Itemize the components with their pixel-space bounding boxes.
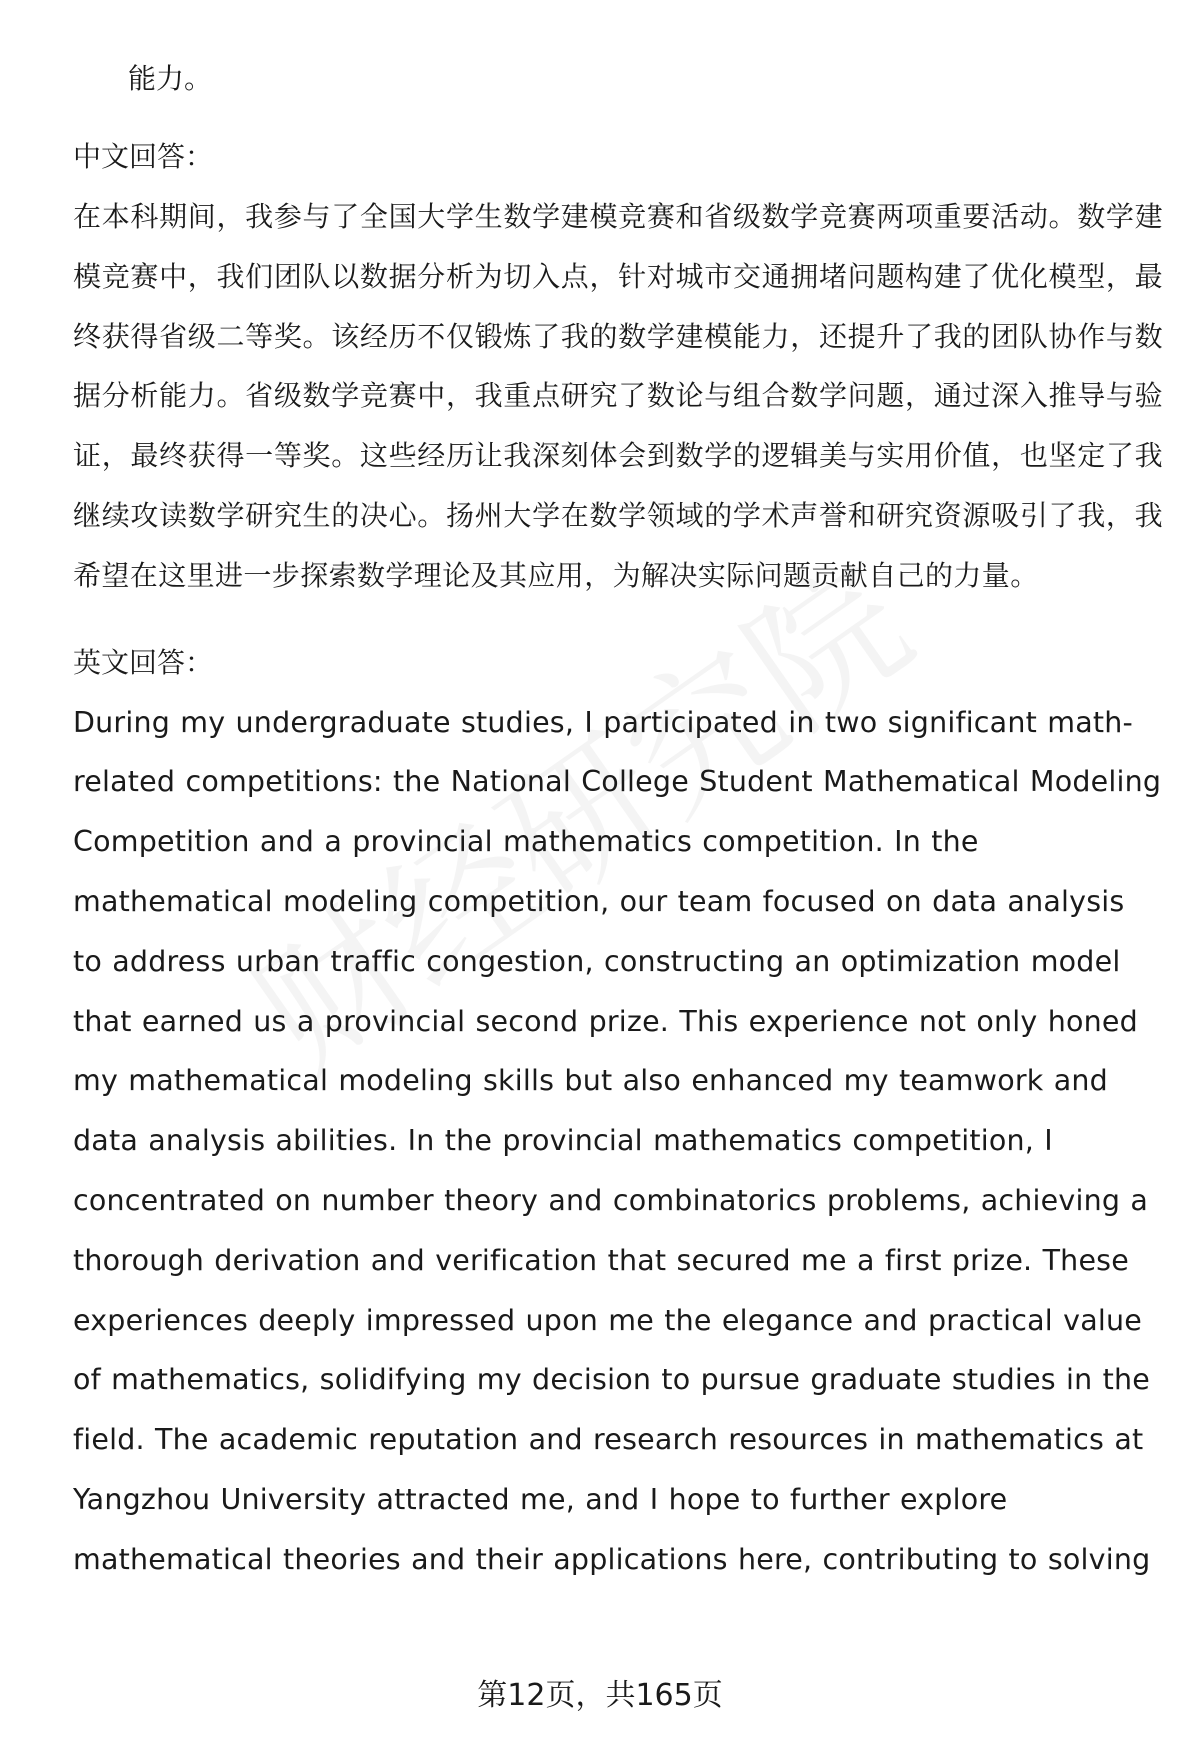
chinese-answer-label: 中文回答：	[73, 140, 214, 173]
page-number: 第12页，共165页	[477, 1678, 723, 1713]
continued-text: 能力。	[128, 62, 213, 95]
english-answer-label: 英文回答：	[73, 645, 214, 679]
chinese-answer-text: 在本科期间，我参与了全国大学生数学建模竞赛和省级数学竞赛两项重要活动。数学建模竞赛中，我们团队以数据分析为切入点，针对城市交通拥堵问题构建了优化模型，最终获得省级二等奖。该经历不仅锻炼了我的数学建模能力，还提升了我的团队协作与数据分析能力。省级数学竞赛中，我重点研究了数论与组合数学问题，通过深入推导与验证，最终获得一等奖。这些经历让我深刻体会到数学的逻辑美与实用价值，也坚定了我继续攻读数学研究生的决心。扬州大学在数学领域的学术声誉和研究资源吸引了我，我希望在这里进一步探索数学理论及其应用，为解决实际问题贡献自己的力量。	[73, 200, 1163, 592]
page-content	[73, 40, 1163, 1590]
english-answer-text: During my undergraduate studies, I participated in two significant math-related competitions: the National College Student Mathematical Modeling Competition and a provincial mathematics competition. In the mathematical modeling competition, our team focused on data analysis to address urban traffic congestion, constructing an optimization model that earned us a provincial second prize. This experience not only honed my mathematical modeling skills but also enhanced my teamwork and data analysis abilities. In the provincial mathematics competition, I concentrated on number theory and combinatorics problems, achieving a thorough derivation and verification that secured me a first prize. These experiences deeply impressed upon me the elegance and practical value of mathematics, solidifying my decision to pursue graduate studies in the field. The academic reputation and research resources in mathematics at Yangzhou University attracted me, and I hope to further explore mathematical theories and their applications here, contributing to solving	[73, 705, 1162, 1576]
